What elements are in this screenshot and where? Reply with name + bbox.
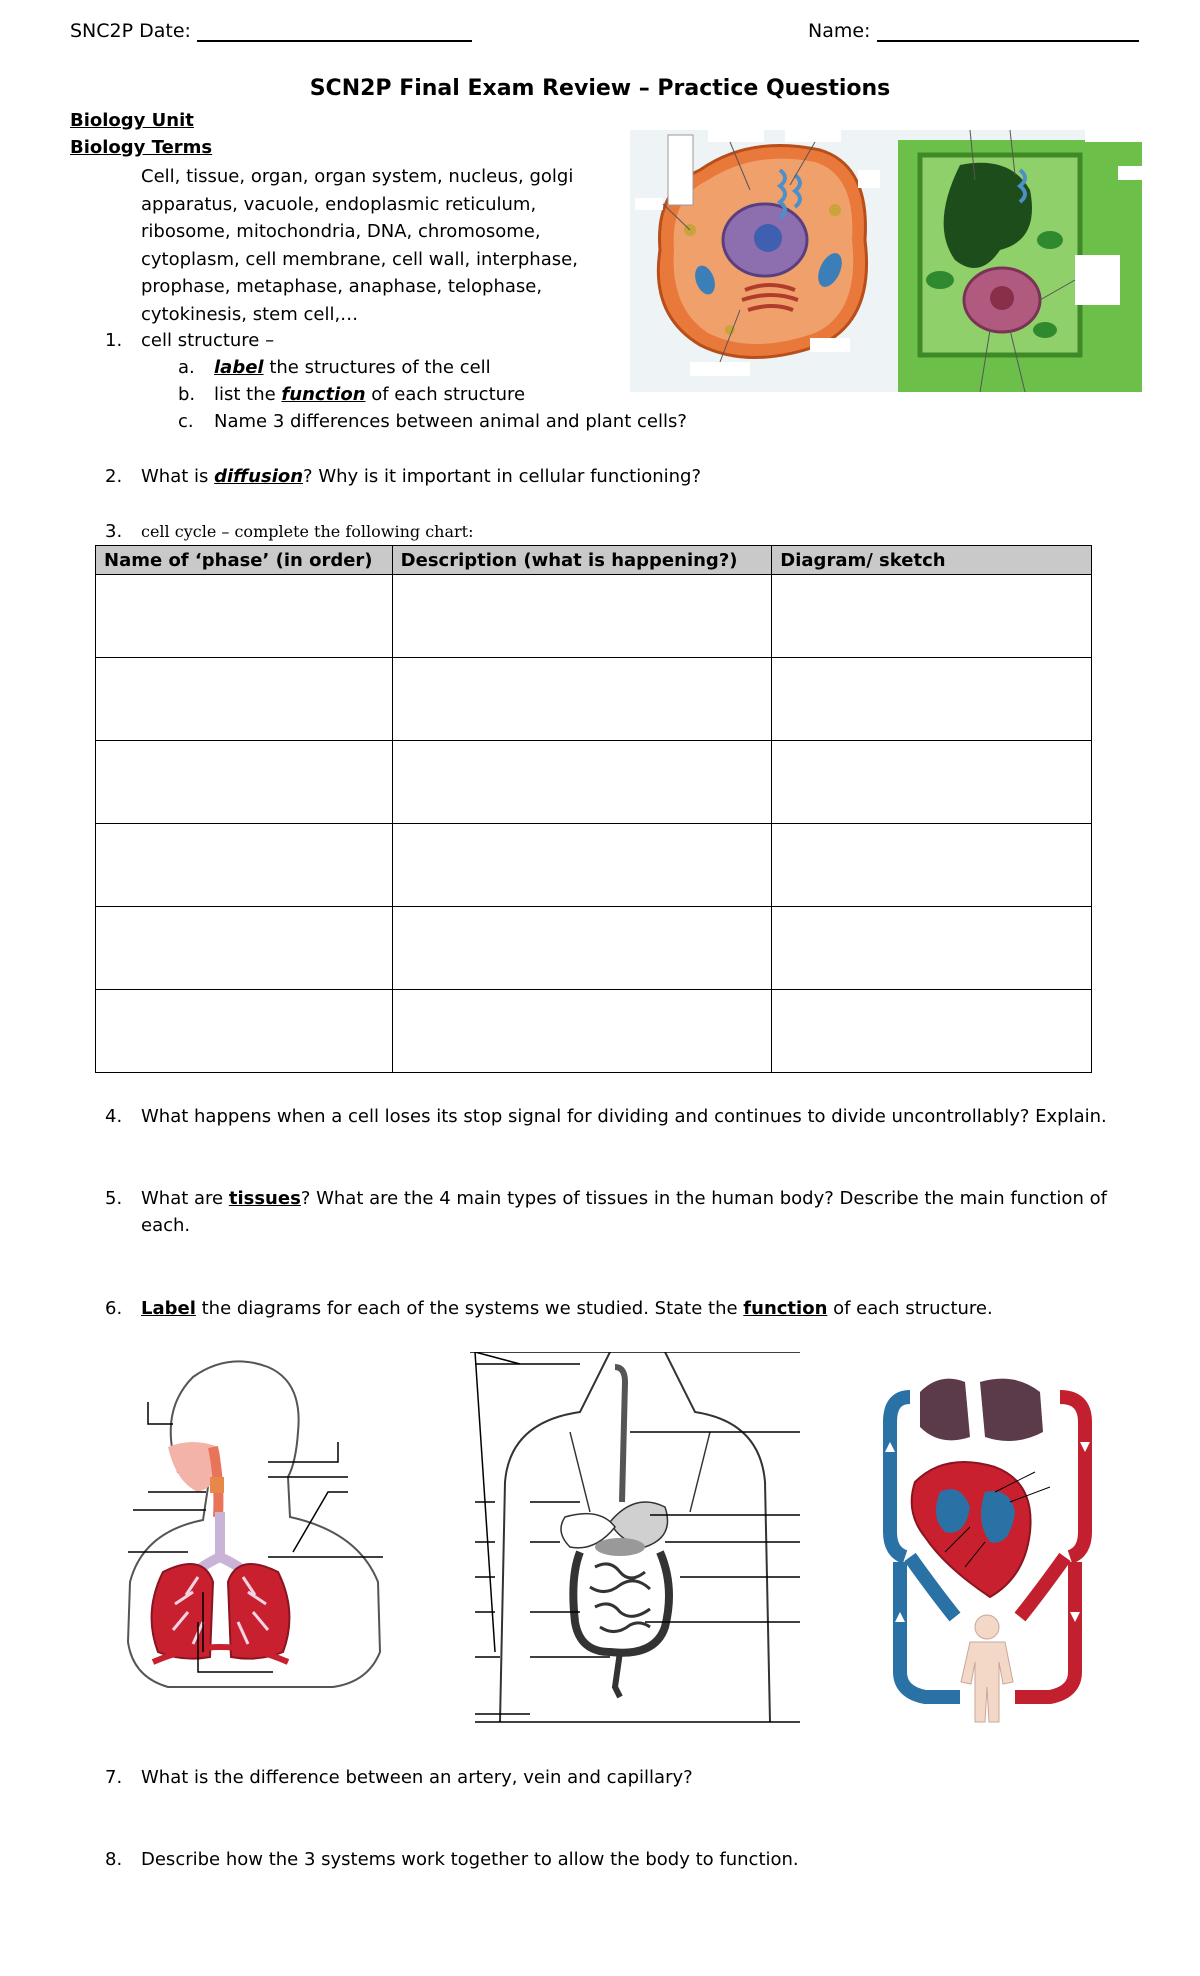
question-6 — [105, 1298, 993, 1319]
sub-label: b. — [178, 384, 196, 405]
question-5 — [105, 1188, 1107, 1209]
sub-label: c. — [178, 411, 194, 432]
terms-heading: Biology Terms — [70, 137, 213, 158]
description-cell[interactable] — [392, 990, 772, 1073]
question-text: of each structure. — [827, 1298, 993, 1319]
table-row — [96, 907, 1092, 990]
circulatory-system-diagram — [875, 1352, 1100, 1732]
question-text: What is the difference between an artery, vein and capillary? — [141, 1767, 693, 1788]
terms-line: ribosome, mitochondria, DNA, chromosome, — [141, 221, 541, 242]
question-number: 8. — [105, 1849, 123, 1870]
label-box[interactable] — [1085, 130, 1142, 142]
terms-line: Cell, tissue, organ, organ system, nucleus, golgi — [141, 166, 574, 187]
question-1 — [105, 330, 274, 351]
question-text: the structures of the cell — [263, 357, 491, 378]
label-box[interactable] — [668, 135, 693, 205]
sketch-cell[interactable] — [772, 824, 1092, 907]
table-row — [96, 990, 1092, 1073]
question-text: cell cycle – complete the following chart: — [141, 522, 474, 541]
question-number: 1. — [105, 330, 123, 351]
date-label: SNC2P Date: — [70, 20, 191, 42]
question-8 — [105, 1849, 799, 1870]
question-number: 2. — [105, 466, 123, 487]
description-cell[interactable] — [392, 824, 772, 907]
label-box[interactable] — [810, 338, 850, 352]
question-4 — [105, 1106, 1107, 1127]
keyword: diffusion — [214, 466, 304, 487]
phase-cell[interactable] — [96, 575, 393, 658]
sub-label: a. — [178, 357, 195, 378]
question-1a — [178, 357, 491, 378]
description-cell[interactable] — [392, 658, 772, 741]
question-text: cell structure – — [141, 330, 275, 351]
label-box[interactable] — [785, 130, 841, 142]
table-header-row — [96, 546, 1092, 575]
name-label: Name: — [808, 20, 871, 42]
terms-line: cytoplasm, cell membrane, cell wall, interphase, — [141, 248, 578, 270]
keyword: function — [281, 384, 366, 405]
question-text: What are — [141, 1188, 229, 1209]
question-1b — [178, 384, 525, 405]
sketch-cell[interactable] — [772, 658, 1092, 741]
sketch-cell[interactable] — [772, 741, 1092, 824]
name-field — [808, 20, 1139, 42]
table-row — [96, 824, 1092, 907]
sketch-cell[interactable] — [772, 575, 1092, 658]
question-text: ? What are the 4 main types of tissues in the human body? Describe the main function of — [300, 1188, 1107, 1209]
question-number: 7. — [105, 1767, 123, 1788]
question-2 — [105, 466, 701, 487]
name-blank[interactable] — [877, 40, 1139, 42]
label-box[interactable] — [708, 130, 764, 142]
unit-heading: Biology Unit — [70, 110, 194, 131]
question-text: of each structure — [365, 384, 526, 405]
sketch-cell[interactable] — [772, 907, 1092, 990]
description-cell[interactable] — [392, 741, 772, 824]
cell-diagram — [630, 130, 1142, 392]
phase-cell[interactable] — [96, 990, 393, 1073]
question-number: 6. — [105, 1298, 123, 1319]
phase-cell[interactable] — [96, 824, 393, 907]
question-number: 5. — [105, 1188, 123, 1209]
keyword: label — [214, 357, 264, 378]
keyword: function — [743, 1298, 828, 1319]
question-text: What is — [141, 466, 215, 487]
question-text: Name 3 differences between animal and plant cells? — [214, 411, 687, 432]
question-text: What happens when a cell loses its stop signal for dividing and continues to divide uncontrollably? Explain. — [141, 1106, 1107, 1127]
question-number: 4. — [105, 1106, 123, 1127]
terms-line: cytokinesis, stem cell,… — [141, 303, 359, 325]
label-box[interactable] — [1118, 166, 1142, 180]
column-header: Diagram/ sketch — [772, 546, 1092, 575]
terms-list — [141, 163, 611, 328]
label-box[interactable] — [690, 362, 750, 376]
sketch-cell[interactable] — [772, 990, 1092, 1073]
phase-cell[interactable] — [96, 741, 393, 824]
date-blank[interactable] — [197, 40, 472, 42]
question-text: Describe how the 3 systems work together to allow the body to function. — [141, 1849, 799, 1870]
question-7 — [105, 1767, 693, 1788]
keyword: Label — [141, 1298, 196, 1319]
question-5-line2: each. — [141, 1215, 191, 1236]
label-box[interactable] — [858, 170, 880, 188]
label-box[interactable] — [635, 198, 663, 210]
table-row — [96, 575, 1092, 658]
human-figure — [961, 1615, 1013, 1722]
cell-cycle-table — [95, 545, 1092, 1073]
digestive-system-diagram — [470, 1352, 805, 1732]
column-header: Name of ‘phase’ (in order) — [96, 546, 393, 575]
phase-cell[interactable] — [96, 907, 393, 990]
phase-cell[interactable] — [96, 658, 393, 741]
respiratory-system-diagram — [118, 1352, 388, 1692]
page-title: SCN2P Final Exam Review – Practice Questions — [309, 76, 891, 101]
question-1c — [178, 411, 687, 432]
table-row — [96, 741, 1092, 824]
keyword: tissues — [228, 1188, 301, 1209]
description-cell[interactable] — [392, 575, 772, 658]
question-text: the diagrams for each of the systems we studied. State the — [195, 1298, 744, 1319]
plant-cell — [898, 130, 1142, 392]
column-header: Description (what is happening?) — [392, 546, 772, 575]
question-text: list the — [214, 384, 282, 405]
question-number: 3. — [105, 521, 123, 542]
terms-line: prophase, metaphase, anaphase, telophase, — [141, 276, 543, 297]
label-box[interactable] — [1075, 255, 1120, 305]
description-cell[interactable] — [392, 907, 772, 990]
question-3 — [105, 521, 473, 542]
terms-line: apparatus, vacuole, endoplasmic reticulum, — [141, 193, 537, 215]
date-field — [70, 20, 472, 42]
question-text: ? Why is it important in cellular functioning? — [303, 466, 702, 487]
table-row — [96, 658, 1092, 741]
